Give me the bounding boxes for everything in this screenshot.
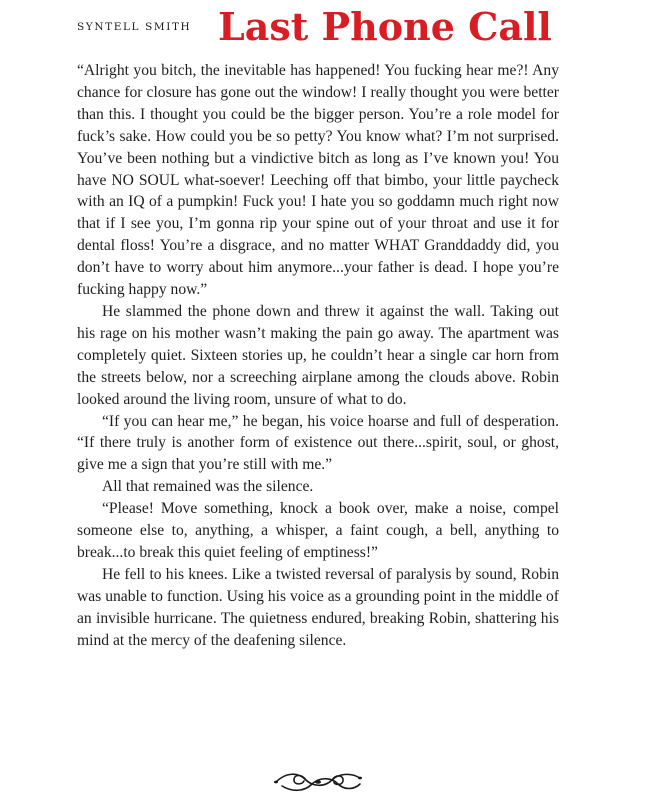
paragraph: “If you can hear me,” he began, his voice hoarse and full of desperation. “If there truly is another form of existence out there...spirit, soul, or ghost, give me a sign that you’re still with me.” <box>77 412 559 474</box>
flourish-ornament-icon <box>272 766 364 796</box>
paragraph: He slammed the phone down and threw it against the wall. Taking out his rage on his mother wasn’t making the pain go away. The apartment was completely quiet. Sixteen stories up, he couldn’t hear a single car horn from the streets below, nor a screeching airplane among the clouds above. Robin looked around the living room, unsure of what to do. <box>77 302 559 408</box>
paragraph: “Alright you bitch, the inevitable has happened! You fucking hear me?! Any chance for closure has gone out the window! I really thought you were better than this. I thought you could be the bigger person. You’re a role model for fuck’s sake. How could you be so petty? You know what? I’m not surprised. You’ve been nothing but a vindictive bitch as long as I’ve known you! You have NO SOUL what-soever! Leeching off that bimbo, your little paycheck with an IQ of a pumpkin! Fuck you! I hate you so goddamn much right now that if I see you, I’m gonna rip your spine out of your throat and use it for dental floss! You’re a disgrace, and no matter WHAT Granddaddy did, you don’t have to worry about him anymore...your father is dead. I hope you’re fucking happy now.” <box>77 62 559 299</box>
author-name: SYNTELL SMITH <box>77 21 192 33</box>
paragraph: “Please! Move something, knock a book over, make a noise, compel someone else to, anything, a whisper, a faint cough, a bell, anything to break...to break this quiet feeling of emptiness!” <box>77 500 559 561</box>
paragraph: All that remained was the silence. <box>102 478 314 496</box>
page-header <box>0 0 647 56</box>
story-text <box>77 60 559 651</box>
paragraph: He fell to his knees. Like a twisted reversal of paralysis by sound, Robin was unable to function. Using his voice as a grounding point in the middle of an invisible hurricane. The quietness endured, breaking Robin, shattering his mind at the mercy of the deafening silence. <box>77 565 559 649</box>
chapter-title: Last Phone Call <box>218 4 552 49</box>
